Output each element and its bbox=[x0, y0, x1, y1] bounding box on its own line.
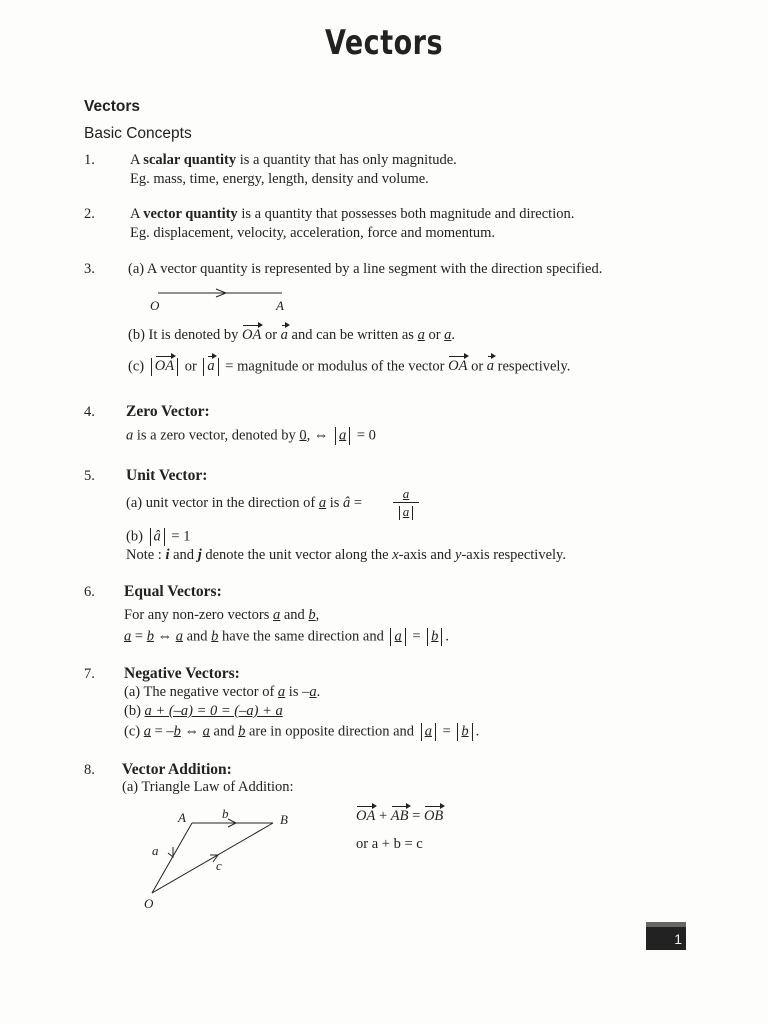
item-3c-text: (c) OA or a = magnitude or modulus of the vector OA or a respectively. bbox=[128, 358, 571, 375]
label-A: A bbox=[178, 810, 186, 825]
unit-vector-heading: Unit Vector: bbox=[126, 467, 208, 484]
item-number: 3. bbox=[84, 261, 95, 277]
line-segment-diagram bbox=[140, 283, 300, 315]
item-1-definition: A scalar quantity is a quantity that has only magnitude. bbox=[130, 152, 457, 168]
triangle-law-heading: (a) Triangle Law of Addition: bbox=[122, 779, 294, 795]
unit-vector-note: Note : i and j denote the unit vector along the x-axis and y-axis respectively. bbox=[126, 547, 566, 563]
negative-vectors-b: (b) a + (–a) = 0 = (–a) + a bbox=[124, 703, 283, 719]
item-number: 7. bbox=[84, 666, 95, 682]
label-O: O bbox=[144, 896, 154, 911]
vector-addition-heading: Vector Addition: bbox=[122, 761, 232, 778]
item-3b-text: (b) It is denoted by OA or a and can be written as a or a. bbox=[128, 327, 456, 343]
equal-vectors-line-2: a = b ⇔ a and b have the same direction and a = b . bbox=[124, 628, 450, 645]
page-title: Vectors bbox=[324, 24, 444, 63]
item-3a-text: (a) A vector quantity is represented by a line segment with the direction specified. bbox=[128, 261, 603, 277]
point-o-label: O bbox=[150, 298, 160, 313]
unit-vector-b-text: (b) â = 1 bbox=[126, 528, 191, 545]
label-c: c bbox=[216, 858, 222, 873]
item-number: 1. bbox=[84, 152, 95, 168]
vector-a-line bbox=[152, 823, 192, 893]
item-number: 6. bbox=[84, 584, 95, 600]
section-heading: Vectors bbox=[84, 98, 141, 115]
vector-c-line bbox=[152, 823, 273, 893]
subsection-heading: Basic Concepts bbox=[84, 125, 192, 142]
page-number: 1 bbox=[646, 922, 686, 950]
negative-vectors-heading: Negative Vectors: bbox=[124, 665, 240, 682]
item-number: 8. bbox=[84, 762, 95, 778]
negative-vectors-c: (c) a = –b ⇔ a and b are in opposite direction and a = b . bbox=[124, 723, 480, 740]
triangle-law-equation: OA + AB = OB bbox=[356, 808, 444, 824]
triangle-law-equation-2: or a + b = c bbox=[356, 836, 423, 852]
label-a: a bbox=[152, 843, 159, 858]
item-2-definition: A vector quantity is a quantity that possesses both magnitude and direction. bbox=[130, 206, 575, 222]
point-a-label: A bbox=[276, 298, 284, 313]
fraction: a a bbox=[393, 486, 419, 521]
item-number: 2. bbox=[84, 206, 95, 222]
unit-vector-a-text: (a) unit vector in the direction of a is â = bbox=[126, 495, 363, 511]
equal-vectors-heading: Equal Vectors: bbox=[124, 583, 222, 600]
equal-vectors-line-1: For any non-zero vectors a and b, bbox=[124, 607, 320, 623]
triangle-law-diagram bbox=[130, 800, 310, 915]
negative-vectors-a: (a) The negative vector of a is –a. bbox=[124, 684, 321, 700]
item-1-example: Eg. mass, time, energy, length, density and volume. bbox=[130, 171, 429, 187]
zero-vector-text: a is a zero vector, denoted by 0, ⇔ a = 0 bbox=[126, 427, 376, 444]
item-number: 5. bbox=[84, 468, 95, 484]
item-2-example: Eg. displacement, velocity, acceleration, force and momentum. bbox=[130, 225, 496, 241]
zero-vector-heading: Zero Vector: bbox=[126, 403, 210, 420]
arrow-a bbox=[168, 847, 173, 857]
label-b: b bbox=[222, 806, 229, 821]
label-B: B bbox=[280, 812, 288, 827]
item-number: 4. bbox=[84, 404, 95, 420]
